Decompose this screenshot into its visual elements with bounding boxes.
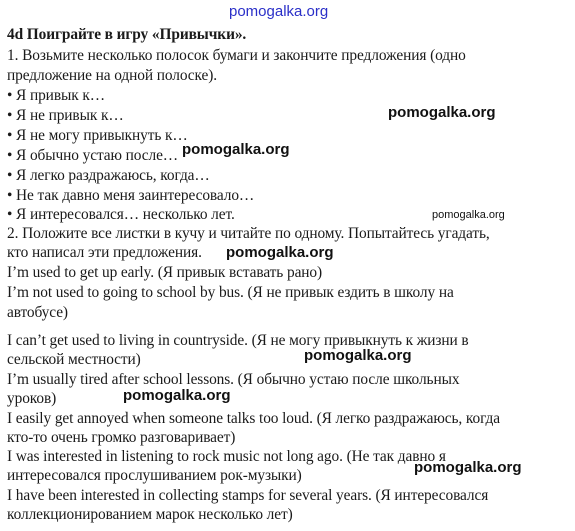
watermark: pomogalka.org bbox=[226, 244, 334, 261]
example-line: интересовался прослушиванием рок-музыки) bbox=[7, 467, 302, 484]
bullet-item: • Я привык к… bbox=[7, 87, 106, 104]
task1-text: предложение на одной полоске). bbox=[7, 67, 218, 84]
example-line: I easily get annoyed when someone talks too loud. (Я легко раздражаюсь, когда bbox=[7, 410, 500, 427]
example-line: кто-то очень громко разговаривает) bbox=[7, 429, 236, 446]
task2-text: 2. Положите все листки в кучу и читайте по одному. Попытайтесь угадать, bbox=[7, 225, 490, 242]
watermark: pomogalka.org bbox=[432, 209, 505, 221]
bullet-item: • Я легко раздражаюсь, когда… bbox=[7, 167, 210, 184]
task1-text: 1. Возьмите несколько полосок бумаги и закончите предложения (одно bbox=[7, 47, 466, 64]
example-line: уроков) bbox=[7, 390, 57, 407]
example-line: I can’t get used to living in countryside. (Я не могу привыкнуть к жизни в bbox=[7, 332, 469, 349]
bullet-item: • Я обычно устаю после… bbox=[7, 147, 179, 164]
exercise-heading: 4d Поиграйте в игру «Привычки». bbox=[7, 26, 247, 43]
watermark: pomogalka.org bbox=[388, 104, 496, 121]
watermark: pomogalka.org bbox=[123, 387, 231, 404]
watermark: pomogalka.org bbox=[182, 141, 290, 158]
watermark-top: pomogalka.org bbox=[229, 3, 329, 20]
bullet-item: • Я не привык к… bbox=[7, 107, 124, 124]
example-line: I’m used to get up early. (Я привык вставать рано) bbox=[7, 264, 323, 281]
example-line: I’m usually tired after school lessons. (Я обычно устаю после школьных bbox=[7, 371, 460, 388]
watermark: pomogalka.org bbox=[414, 459, 522, 476]
example-line: I have been interested in collecting stamps for several years. (Я интересовался bbox=[7, 487, 489, 504]
example-line: I was interested in listening to rock music not long ago. (Не так давно я bbox=[7, 448, 446, 465]
example-line: I’m not used to going to school by bus. (Я не привык ездить в школу на bbox=[7, 284, 454, 301]
bullet-item: • Я не могу привыкнуть к… bbox=[7, 127, 188, 144]
example-line: коллекционированием марок несколько лет) bbox=[7, 506, 293, 523]
example-line: автобусе) bbox=[7, 304, 68, 321]
bullet-item: • Не так давно меня заинтересовало… bbox=[7, 187, 255, 204]
task2-text: кто написал эти предложения. bbox=[7, 244, 202, 261]
bullet-item: • Я интересовался… несколько лет. bbox=[7, 206, 235, 223]
example-line: сельской местности) bbox=[7, 351, 141, 368]
watermark: pomogalka.org bbox=[304, 347, 412, 364]
